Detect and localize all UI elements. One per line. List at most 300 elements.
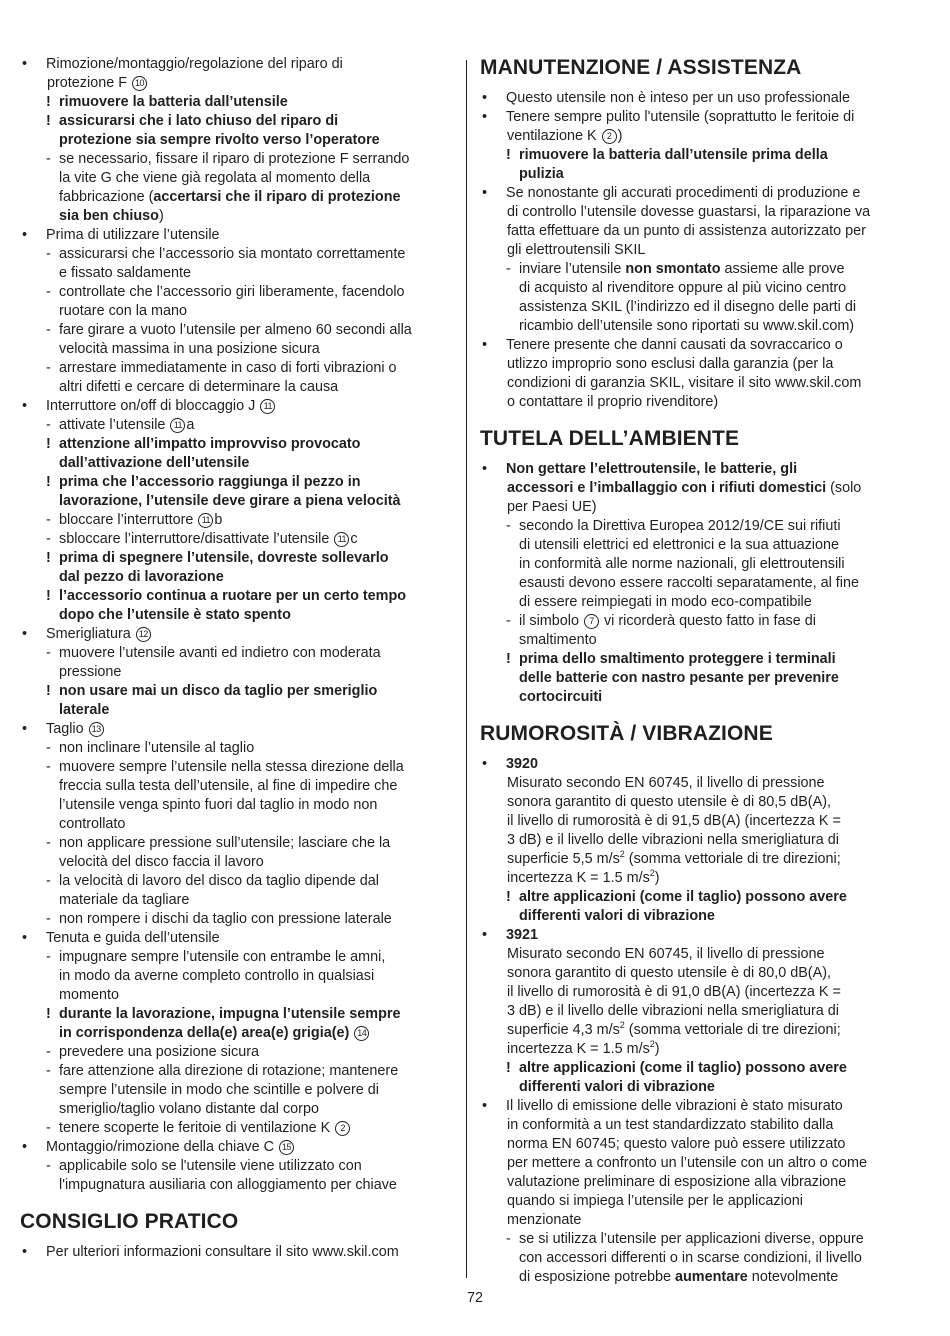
text-line [480, 374, 910, 393]
list-item [20, 910, 455, 929]
text: o contattare il proprio rivenditore) [507, 394, 719, 410]
figure-reference-number: 12 [136, 627, 151, 642]
text: sbloccare l’interruttore/disattivate l’utensile [59, 531, 334, 547]
text-line [20, 340, 455, 359]
text: la velocità di lavoro del disco da taglio dipende dal [59, 873, 380, 889]
text: e fissato saldamente [59, 265, 191, 281]
figure-reference-number: 11 [260, 399, 275, 414]
text: in modo da averne completo controllo in qualsiasi [59, 968, 375, 984]
list-item [20, 321, 455, 340]
list-item [20, 55, 455, 74]
warning-marker: ! [46, 588, 51, 604]
list-item [20, 758, 455, 777]
text: altri difetti e cercare di determinare la causa [59, 379, 339, 395]
right-column [480, 55, 910, 1287]
text: applicabile solo se l'utensile viene utilizzato con [59, 1158, 362, 1174]
figure-reference-number: 2 [335, 1121, 350, 1136]
text-line [480, 1135, 910, 1154]
text: non applicare pressione sull’utensile; lasciare che la [59, 835, 391, 851]
bold-text: delle batterie con nastro pesante per prevenire [519, 670, 839, 686]
superscript: 2 [619, 1020, 625, 1031]
text: muovere sempre l’utensile nella stessa direzione della [59, 759, 404, 775]
dash-marker: - [46, 284, 51, 300]
bullet-marker: • [482, 90, 488, 106]
list-item [20, 226, 455, 245]
list-item [20, 93, 455, 112]
text: pressione [59, 664, 122, 680]
text: Interruttore on/off di bloccaggio J [46, 398, 260, 414]
text: materiale da tagliare [59, 892, 190, 908]
text: c [350, 531, 358, 547]
text: sempre l’utensile in modo che scintille e polvere di [59, 1082, 379, 1098]
text: tenere scoperte le feritoie di ventilazione K [59, 1120, 335, 1136]
text: il livello di rumorosità è di 91,0 dB(A) (incertezza K = [507, 984, 841, 1000]
warning-marker: ! [506, 1060, 511, 1076]
list-item [20, 397, 455, 416]
list-item [20, 739, 455, 758]
bullet-marker: • [482, 109, 488, 125]
text-line [20, 853, 455, 872]
list-item [480, 1230, 910, 1249]
text: Tenere presente che danni causati da sovraccarico o [506, 337, 843, 353]
text: fare attenzione alla direzione di rotazione; mantenere [59, 1063, 399, 1079]
list-item [20, 435, 455, 454]
text: arrestare immediatamente in caso di forti vibrazioni o [59, 360, 397, 376]
text: muovere l’utensile avanti ed indietro con moderata [59, 645, 381, 661]
list-item [20, 112, 455, 131]
text: attivate l’utensile [59, 417, 170, 433]
list-item [480, 1097, 910, 1116]
text: ) [158, 208, 164, 224]
text-line [20, 169, 455, 188]
text: protezione F [47, 75, 131, 91]
text-line [20, 188, 455, 207]
text: ) [654, 870, 660, 886]
text: ruotare con la mano [59, 303, 187, 319]
text-line [480, 688, 910, 707]
bullet-marker: • [482, 337, 488, 353]
figure-reference-number: 2 [602, 129, 617, 144]
list-item [20, 473, 455, 492]
bold-text: lavorazione, l’utensile deve girare a piena velocità [59, 493, 401, 509]
text-line [20, 207, 455, 226]
text: sonora garantito di questo utensile è di 80,5 dB(A), [507, 794, 831, 810]
text: (somma vettoriale di tre direzioni; [624, 851, 841, 867]
list-item [20, 1138, 455, 1157]
list-item [480, 755, 910, 774]
text: Rimozione/montaggio/regolazione del riparo di [46, 56, 343, 72]
warning-marker: ! [46, 1006, 51, 1022]
bold-text: rimuovere la batteria dall’utensile [59, 94, 288, 110]
bold-text: accertarsi che il riparo di protezione [153, 189, 401, 205]
text: in conformità a un test standardizzato stabilito dalla [507, 1117, 834, 1133]
text-line [20, 1024, 455, 1043]
text: superficie 5,5 m/s [507, 851, 620, 867]
list-item [20, 283, 455, 302]
text-line [480, 593, 910, 612]
list-item [480, 336, 910, 355]
text-line [480, 536, 910, 555]
text: di esposizione potrebbe [519, 1269, 676, 1285]
text-line [20, 986, 455, 1005]
bold-text: durante la lavorazione, impugna l’utensile sempre [59, 1006, 401, 1022]
text: non inclinare l’utensile al taglio [59, 740, 255, 756]
text: l'impugnatura ausiliaria con alloggiamento per chiave [59, 1177, 397, 1193]
text-line [20, 1100, 455, 1119]
text: Questo utensile non è inteso per un uso professionale [506, 90, 851, 106]
text-line [20, 568, 455, 587]
text-line [20, 891, 455, 910]
list-item [20, 644, 455, 663]
bold-text: attenzione all’impatto improvviso provocato [59, 436, 361, 452]
text: impugnare sempre l’utensile con entrambe le amni, [59, 949, 386, 965]
text: assieme alle prove [720, 261, 845, 277]
dash-marker: - [46, 417, 51, 433]
list-item [20, 872, 455, 891]
text: esausti devono essere raccolti separatamente, al fine [519, 575, 859, 591]
text-line [480, 498, 910, 517]
text: Misurato secondo EN 60745, il livello di pressione [507, 946, 825, 962]
text-line [480, 165, 910, 184]
text-line [480, 555, 910, 574]
text: con accessori differenti o in scarse condizioni, il livello [519, 1250, 862, 1266]
list-item [480, 926, 910, 945]
text-line [480, 1078, 910, 1097]
text: incertezza K = 1.5 m/s [507, 870, 650, 886]
list-item [20, 511, 455, 530]
bold-text: non smontato [625, 261, 721, 277]
bullet-marker: • [22, 398, 28, 414]
bold-text: prima di spegnere l’utensile, dovreste sollevarlo [59, 550, 389, 566]
left-column [20, 55, 455, 1262]
bold-text: aumentare [675, 1269, 748, 1285]
list-item [480, 460, 910, 479]
text: Il livello di emissione delle vibrazioni è stato misurato [506, 1098, 843, 1114]
text-line [480, 479, 910, 498]
text-line [480, 203, 910, 222]
text: prevedere una posizione sicura [59, 1044, 259, 1060]
text: velocità del disco faccia il lavoro [59, 854, 264, 870]
text: quando si impiega l’utensile per le applicazioni [507, 1193, 803, 1209]
dash-marker: - [46, 512, 51, 528]
text: fabbricazione ( [59, 189, 154, 205]
text: superficie 4,3 m/s [507, 1022, 620, 1038]
text: se si utilizza l’utensile per applicazioni diverse, oppure [519, 1231, 864, 1247]
bold-text: 3921 [506, 927, 539, 943]
bold-text: cortocircuiti [519, 689, 603, 705]
text: utlizzo improprio sono esclusi dalla garanzia (per la [507, 356, 834, 372]
text-line [480, 793, 910, 812]
text-line [480, 127, 910, 146]
dash-marker: - [46, 873, 51, 889]
text: controllato [59, 816, 126, 832]
text: la vite G che viene già regolata al momento della [59, 170, 371, 186]
text-line [20, 701, 455, 720]
bold-text: rimuovere la batteria dall’utensile prima della [519, 147, 828, 163]
text-line [480, 850, 910, 869]
text: freccia sulla testa dell’utensile, al fine di impedire che [59, 778, 398, 794]
bold-text: differenti valori di vibrazione [519, 1079, 715, 1095]
text-line [480, 907, 910, 926]
text-line [480, 279, 910, 298]
list-item [20, 1157, 455, 1176]
dash-marker: - [46, 949, 51, 965]
figure-reference-number: 14 [354, 1026, 369, 1041]
bold-text: assicurarsi che i lato chiuso del riparo di [59, 113, 339, 129]
bullet-marker: • [482, 185, 488, 201]
bold-text: l’accessorio continua a ruotare per un certo tempo [59, 588, 407, 604]
text-line [20, 378, 455, 397]
bold-text: dall’attivazione dell’utensile [59, 455, 250, 471]
list-item [20, 1062, 455, 1081]
text-line [480, 831, 910, 850]
dash-marker: - [46, 759, 51, 775]
text: l’utensile venga spinto fuori dal taglio in modo non [59, 797, 378, 813]
text: menzionate [507, 1212, 582, 1228]
list-item [20, 682, 455, 701]
text: per Paesi UE) [507, 499, 597, 515]
text-line [480, 983, 910, 1002]
text: di utensili elettrici ed elettronici e la sua attuazione [519, 537, 839, 553]
section-heading: CONSIGLIO PRATICO [20, 1210, 239, 1233]
text-line [20, 663, 455, 682]
bold-text: non usare mai un disco da taglio per smeriglio [59, 683, 378, 699]
text-line [480, 1211, 910, 1230]
text-line [20, 815, 455, 834]
figure-reference-number: 11 [334, 532, 349, 547]
text: per mettere a confronto un l’utensile con un altro o come [507, 1155, 867, 1171]
list-item [20, 150, 455, 169]
superscript: 2 [619, 849, 625, 860]
text-line [480, 631, 910, 650]
text: a [186, 417, 195, 433]
list-item [20, 245, 455, 264]
text-line [20, 74, 455, 93]
text-line [480, 1268, 910, 1287]
text: fatta effettuare da un punto di assistenza autorizzato per [507, 223, 866, 239]
list-item [480, 146, 910, 165]
text: valutazione preliminare di esposizione alla vibrazione [507, 1174, 847, 1190]
text-line [480, 669, 910, 688]
dash-marker: - [46, 911, 51, 927]
text: Smerigliatura [46, 626, 135, 642]
bold-text: 3920 [506, 756, 539, 772]
page-number: 72 [466, 1290, 483, 1306]
bold-text: differenti valori di vibrazione [519, 908, 715, 924]
dash-marker: - [46, 1063, 51, 1079]
bold-text: pulizia [519, 166, 564, 182]
text-line [20, 1081, 455, 1100]
list-item [480, 184, 910, 203]
figure-reference-number: 11 [170, 418, 185, 433]
text: bloccare l’interruttore [59, 512, 198, 528]
dash-marker: - [506, 613, 511, 629]
text: norma EN 60745; questo valore può essere utilizzato [507, 1136, 846, 1152]
bold-text: prima che l’accessorio raggiunga il pezzo in [59, 474, 361, 490]
text: momento [59, 987, 119, 1003]
text-line [20, 302, 455, 321]
bold-text: in corrispondenza della(e) area(e) grigia(e) [59, 1025, 354, 1041]
text-line [20, 454, 455, 473]
text: (somma vettoriale di tre direzioni; [624, 1022, 841, 1038]
list-item [480, 888, 910, 907]
warning-marker: ! [506, 889, 511, 905]
text: smaltimento [519, 632, 597, 648]
text-line [480, 774, 910, 793]
dash-marker: - [46, 1044, 51, 1060]
text-line [480, 1116, 910, 1135]
text: assicurarsi che l’accessorio sia montato correttamente [59, 246, 406, 262]
text: (solo [826, 480, 862, 496]
text: velocità massima in una posizione sicura [59, 341, 320, 357]
text-line [480, 355, 910, 374]
bullet-marker: • [22, 1244, 28, 1260]
list-item [20, 834, 455, 853]
text: di essere reimpiegati in modo eco-compatibile [519, 594, 812, 610]
bold-text: accessori e l’imballaggio con i rifiuti domestici [507, 480, 827, 496]
text: Prima di utilizzare l’utensile [46, 227, 220, 243]
text-line [480, 317, 910, 336]
warning-marker: ! [46, 436, 51, 452]
dash-marker: - [506, 261, 511, 277]
superscript: 2 [649, 1039, 655, 1050]
dash-marker: - [46, 360, 51, 376]
text: condizioni di garanzia SKIL, visitare il sito www.skil.com [507, 375, 862, 391]
bullet-marker: • [482, 927, 488, 943]
section-heading: TUTELA DELL’AMBIENTE [480, 427, 740, 450]
text: b [214, 512, 223, 528]
dash-marker: - [46, 531, 51, 547]
text-line [480, 222, 910, 241]
text-line [480, 812, 910, 831]
warning-marker: ! [46, 683, 51, 699]
text-line [480, 1040, 910, 1059]
list-item [20, 359, 455, 378]
bullet-marker: • [22, 1139, 28, 1155]
text-line [480, 945, 910, 964]
list-item [20, 948, 455, 967]
list-item [20, 625, 455, 644]
bullet-marker: • [22, 930, 28, 946]
list-item [20, 1043, 455, 1062]
text: gli elettroutensili SKIL [507, 242, 646, 258]
list-item [20, 929, 455, 948]
text-line [20, 967, 455, 986]
text-line [480, 574, 910, 593]
list-item [20, 1243, 455, 1262]
list-item [480, 108, 910, 127]
text: fare girare a vuoto l’utensile per almeno 60 secondi alla [59, 322, 412, 338]
bold-text: dopo che l’utensile è stato spento [59, 607, 291, 623]
bullet-marker: • [482, 461, 488, 477]
list-item [480, 650, 910, 669]
text: controllate che l’accessorio giri liberamente, facendolo [59, 284, 405, 300]
list-item [20, 1005, 455, 1024]
list-item [480, 612, 910, 631]
warning-marker: ! [46, 474, 51, 490]
dash-marker: - [506, 1231, 511, 1247]
text-line [480, 1154, 910, 1173]
list-item [20, 720, 455, 739]
text: vi ricorderà questo fatto in fase di [599, 613, 816, 629]
text-line [20, 131, 455, 150]
figure-reference-number: 7 [584, 614, 599, 629]
section-heading: MANUTENZIONE / ASSISTENZA [480, 56, 802, 79]
text: notevolmente [747, 1269, 839, 1285]
text-line [480, 1192, 910, 1211]
bullet-marker: • [22, 721, 28, 737]
dash-marker: - [46, 1120, 51, 1136]
text: sonora garantito di questo utensile è di 80,0 dB(A), [507, 965, 831, 981]
text: di acquisto al rivenditore oppure al più vicino centro [519, 280, 847, 296]
dash-marker: - [46, 835, 51, 851]
text: 3 dB) e il livello delle vibrazioni nella smerigliatura di [507, 832, 839, 848]
bullet-marker: • [22, 626, 28, 642]
text: Misurato secondo EN 60745, il livello di pressione [507, 775, 825, 791]
text: secondo la Direttiva Europea 2012/19/CE sui rifiuti [519, 518, 841, 534]
bold-text: altre applicazioni (come il taglio) possono avere [519, 889, 847, 905]
text: 3 dB) e il livello delle vibrazioni nella smerigliatura di [507, 1003, 839, 1019]
text: in conformità alle norme nazionali, gli elettroutensili [519, 556, 845, 572]
bold-text: Non gettare l’elettroutensile, le batterie, gli [506, 461, 798, 477]
dash-marker: - [506, 518, 511, 534]
bold-text: laterale [59, 702, 110, 718]
bold-text: protezione sia sempre rivolto verso l’operatore [59, 132, 380, 148]
list-item [20, 549, 455, 568]
bullet-marker: • [22, 56, 28, 72]
text-line [20, 492, 455, 511]
text: inviare l’utensile [519, 261, 626, 277]
figure-reference-number: 10 [132, 76, 147, 91]
text-line [480, 869, 910, 888]
text: Tenuta e guida dell’utensile [46, 930, 220, 946]
list-item [20, 416, 455, 435]
text-line [20, 606, 455, 625]
dash-marker: - [46, 246, 51, 262]
text-line [480, 1173, 910, 1192]
bullet-marker: • [22, 227, 28, 243]
warning-marker: ! [46, 94, 51, 110]
list-item [480, 89, 910, 108]
dash-marker: - [46, 1158, 51, 1174]
text-line [480, 1021, 910, 1040]
text: se necessario, fissare il riparo di protezione F serrando [59, 151, 410, 167]
superscript: 2 [649, 868, 655, 879]
text: incertezza K = 1.5 m/s [507, 1041, 650, 1057]
text: ventilazione K [507, 128, 601, 144]
figure-reference-number: 11 [198, 513, 213, 528]
text-line [20, 1176, 455, 1195]
list-item [20, 1119, 455, 1138]
bold-text: altre applicazioni (come il taglio) possono avere [519, 1060, 847, 1076]
warning-marker: ! [46, 550, 51, 566]
text: Se nonostante gli accurati procedimenti di produzione e [506, 185, 861, 201]
bullet-marker: • [482, 1098, 488, 1114]
warning-marker: ! [506, 651, 511, 667]
text-line [20, 777, 455, 796]
bold-text: dal pezzo di lavorazione [59, 569, 224, 585]
text-line [20, 264, 455, 283]
figure-reference-number: 15 [279, 1140, 294, 1155]
text: il livello di rumorosità è di 91,5 dB(A) (incertezza K = [507, 813, 841, 829]
list-item [480, 517, 910, 536]
bullet-marker: • [482, 756, 488, 772]
list-item [480, 1059, 910, 1078]
bold-text: prima dello smaltimento proteggere i terminali [519, 651, 836, 667]
list-item [20, 587, 455, 606]
text: Taglio [46, 721, 88, 737]
dash-marker: - [46, 740, 51, 756]
